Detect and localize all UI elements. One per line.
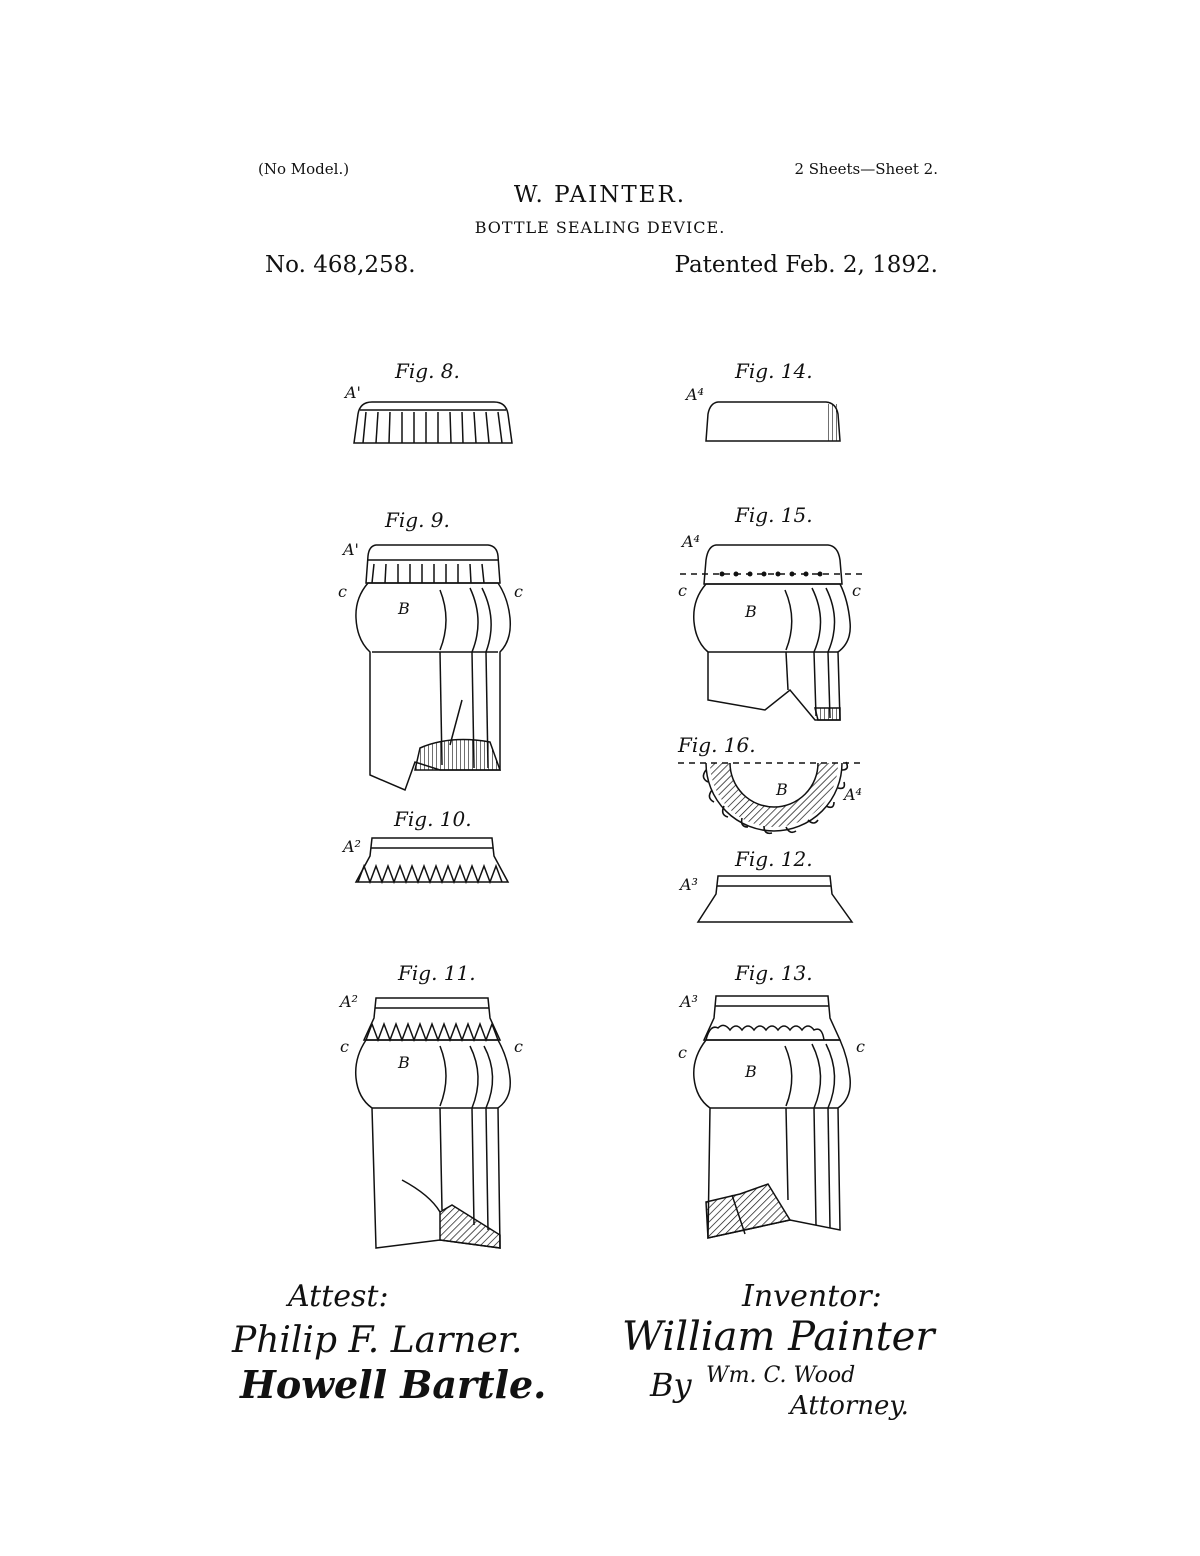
figure-15: [678, 503, 866, 720]
fig-10-ref: A²: [343, 837, 361, 856]
patent-title: BOTTLE SEALING DEVICE.: [474, 218, 726, 237]
fig-16-ref-cap: A⁴: [844, 785, 862, 804]
fig-11-ref-bottle: B: [398, 1053, 410, 1072]
fig-12-label: Fig. 12.: [735, 847, 813, 871]
inventor-name: W. PAINTER.: [513, 182, 687, 208]
attorney-signature: Wm. C. Wood: [706, 1363, 856, 1388]
fig-10-label: Fig. 10.: [394, 807, 472, 831]
fig-15-ref-cap: A⁴: [682, 532, 700, 551]
fig-13-ref-cap: A³: [680, 992, 698, 1011]
fig-11-ref-c-right: c: [514, 1037, 523, 1056]
figure-12: [678, 847, 852, 922]
fig-13-cap: [704, 996, 840, 1040]
figure-10: [341, 807, 508, 882]
fig-15-label: Fig. 15.: [735, 503, 813, 527]
fig-14-plain-cap: [706, 402, 840, 441]
fig-14-ref: A⁴: [686, 385, 704, 404]
attest-block: [231, 1279, 546, 1407]
figure-13: [678, 961, 865, 1238]
fig-9-cap: [366, 545, 500, 583]
fig-16-ref-bottle: B: [776, 780, 788, 799]
figure-16: [677, 733, 862, 833]
fig-12-cap: [698, 876, 852, 922]
fig-11-label: Fig. 11.: [398, 961, 476, 985]
fig-15-ref-c-right: c: [852, 581, 861, 600]
fig-15-ref-c-left: c: [678, 581, 687, 600]
fig-12-ref: A³: [680, 875, 698, 894]
fig-9-ref-c-left: c: [338, 582, 347, 601]
fig-13-ref-c-left: c: [678, 1043, 687, 1062]
inventor-block: [622, 1279, 937, 1421]
by-prefix: By: [650, 1366, 692, 1404]
attest-heading: Attest:: [288, 1279, 389, 1314]
fig-13-ref-bottle: B: [745, 1062, 757, 1081]
model-note: (No Model.): [258, 160, 350, 178]
fig-15-ref-bottle: B: [745, 602, 757, 621]
fig-9-label: Fig. 9.: [385, 508, 450, 532]
patent-number: No. 468,258.: [265, 252, 416, 278]
fig-9-ref-cap: A': [343, 540, 359, 559]
figure-9: [338, 508, 523, 790]
fig-14-label: Fig. 14.: [735, 359, 813, 383]
inventor-heading: Inventor:: [742, 1279, 882, 1314]
figure-11: [338, 961, 523, 1248]
attorney-suffix: Attorney.: [790, 1391, 909, 1421]
fig-11-cap: [364, 998, 500, 1040]
fig-13-label: Fig. 13.: [735, 961, 813, 985]
fig-9-ref-bottle: B: [398, 599, 410, 618]
fig-8-ref: A': [345, 383, 361, 402]
fig-16-label: Fig. 16.: [678, 733, 756, 757]
fig-8-label: Fig. 8.: [395, 359, 460, 383]
patent-date: Patented Feb. 2, 1892.: [674, 252, 938, 278]
inventor-signature: William Painter: [622, 1314, 935, 1360]
figure-8: [343, 359, 512, 443]
witness-1-signature: Philip F. Larner.: [232, 1320, 523, 1361]
fig-8-flutes: [363, 412, 502, 443]
fig-15-cap: [704, 545, 842, 584]
fig-11-ref-cap: A²: [340, 992, 358, 1011]
fig-13-ref-c-right: c: [856, 1037, 865, 1056]
fig-11-ref-c-left: c: [340, 1037, 349, 1056]
figure-14: [684, 359, 840, 441]
fig-9-ref-c-right: c: [514, 582, 523, 601]
sheet-note: 2 Sheets—Sheet 2.: [794, 160, 938, 178]
witness-2-signature: Howell Bartle.: [240, 1362, 547, 1407]
